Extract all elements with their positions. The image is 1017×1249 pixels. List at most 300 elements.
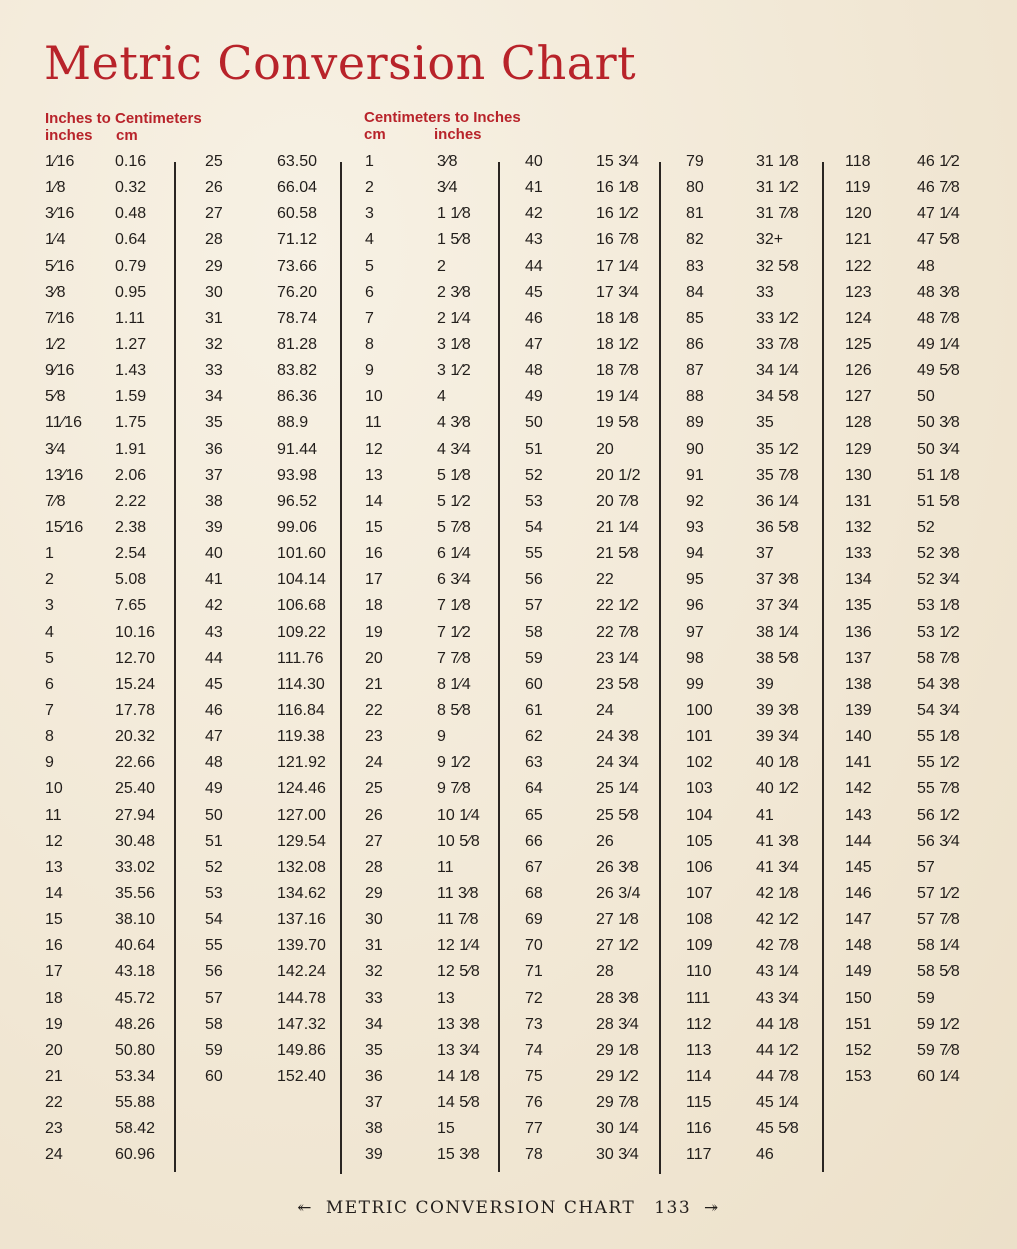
row-from-value: 36 <box>205 440 223 458</box>
row-to-value: 25 5⁄8 <box>596 806 639 824</box>
row-from-value: 35 <box>365 1041 383 1059</box>
row-from-value: 59 <box>205 1041 223 1059</box>
row-from-value: 118 <box>845 153 871 170</box>
row-from-value: 8 <box>45 728 54 746</box>
row-to-value: 56 3⁄4 <box>917 832 960 850</box>
row-from-value: 15 <box>45 911 63 929</box>
row-from-value: 151 <box>845 1015 872 1033</box>
row-from-value: 44 <box>205 649 223 667</box>
row-from-value: 124 <box>845 309 872 327</box>
row-to-value: 26 <box>596 832 614 850</box>
row-to-value: 8 5⁄8 <box>437 701 471 719</box>
row-to-value: 4 <box>437 388 446 406</box>
row-from-value: 32 <box>205 335 223 353</box>
row-to-value: 36 5⁄8 <box>756 518 799 536</box>
row-from-value: 14 <box>365 492 383 510</box>
row-to-value: 27 1⁄2 <box>596 937 639 955</box>
row-from-value: 75 <box>525 1067 543 1085</box>
row-to-value: 58 7⁄8 <box>917 649 960 667</box>
row-to-value: 106.68 <box>277 597 326 615</box>
row-from-value: 80 <box>686 179 704 197</box>
row-to-value: 45 1⁄4 <box>756 1094 799 1112</box>
row-to-value: 1 1⁄8 <box>437 205 471 223</box>
row-from-value: 64 <box>525 780 543 798</box>
row-from-value: 14 <box>45 884 63 902</box>
column-divider <box>822 162 824 1172</box>
row-to-value: 43 3⁄4 <box>756 989 799 1007</box>
row-from-value: 16 <box>45 937 63 955</box>
row-from-value: 153 <box>845 1067 872 1085</box>
row-to-value: 116.84 <box>277 701 325 719</box>
row-from-value: 17 <box>45 963 63 981</box>
row-from-value: 79 <box>686 153 704 170</box>
row-from-value: 138 <box>845 675 872 693</box>
row-to-value: 22 1⁄2 <box>596 597 639 615</box>
row-from-value: 7 <box>365 309 374 327</box>
row-to-value: 0.48 <box>115 205 147 223</box>
row-from-value: 136 <box>845 623 872 641</box>
row-from-value: 148 <box>845 937 872 955</box>
row-to-value: 10 1⁄4 <box>437 806 480 824</box>
row-from-value: 17 <box>365 571 383 589</box>
row-to-value: 60 1⁄4 <box>917 1067 960 1085</box>
row-to-value: 57 1⁄2 <box>917 884 960 902</box>
row-to-value: 53 1⁄2 <box>917 623 960 641</box>
row-to-value: 76.20 <box>277 283 318 301</box>
row-to-value: 21 5⁄8 <box>596 545 639 563</box>
row-from-value: 146 <box>845 884 872 902</box>
row-to-value: 7 1⁄2 <box>437 623 471 641</box>
row-to-value: 54 3⁄8 <box>917 675 960 693</box>
row-from-value: 134 <box>845 571 872 589</box>
row-from-value: 44 <box>525 257 543 275</box>
row-from-value: 13 <box>45 858 63 876</box>
row-to-value: 52 3⁄8 <box>917 545 960 563</box>
row-from-value: 72 <box>525 989 543 1007</box>
row-to-value: 63.50 <box>277 153 318 170</box>
row-to-value: 14 1⁄8 <box>437 1067 480 1085</box>
row-from-value: 94 <box>686 545 704 563</box>
row-to-value: 81.28 <box>277 335 318 353</box>
row-from-value: 35 <box>205 414 223 432</box>
row-to-value: 7 1⁄8 <box>437 597 471 615</box>
row-from-value: 26 <box>205 179 223 197</box>
row-from-value: 31 <box>205 309 223 327</box>
row-from-value: 16 <box>365 545 383 563</box>
row-from-value: 139 <box>845 701 872 719</box>
row-from-value: 125 <box>845 335 872 353</box>
row-to-value: 48 3⁄8 <box>917 283 960 301</box>
row-to-value: 4 3⁄8 <box>437 414 471 432</box>
row-from-value: 96 <box>686 597 704 615</box>
row-to-value: 99.06 <box>277 518 318 536</box>
row-from-value: 70 <box>525 937 543 955</box>
row-to-value: 124.46 <box>277 780 326 798</box>
row-from-value: 40 <box>205 545 223 563</box>
row-from-value: 13⁄16 <box>45 466 84 484</box>
row-from-value: 115 <box>686 1094 712 1112</box>
inches-to-cm-title: Inches to Centimeters <box>45 110 202 127</box>
row-from-value: 150 <box>845 989 872 1007</box>
row-to-value: 50 <box>917 388 935 406</box>
row-from-value: 30 <box>205 283 223 301</box>
row-from-value: 141 <box>845 754 872 772</box>
row-from-value: 9 <box>365 362 374 380</box>
row-from-value: 127 <box>845 388 872 406</box>
row-to-value: 17 1⁄4 <box>596 257 639 275</box>
row-from-value: 45 <box>525 283 543 301</box>
row-from-value: 145 <box>845 858 872 876</box>
row-to-value: 132.08 <box>277 858 326 876</box>
row-to-value: 48.26 <box>115 1015 156 1033</box>
row-to-value: 2 <box>437 257 446 275</box>
footer-left-ornament: ↞ <box>297 1198 313 1218</box>
row-from-value: 135 <box>845 597 872 615</box>
row-from-value: 91 <box>686 466 704 484</box>
row-to-value: 41 3⁄8 <box>756 832 799 850</box>
row-to-value: 59 1⁄2 <box>917 1015 960 1033</box>
row-to-value: 7.65 <box>115 597 147 615</box>
row-to-value: 34 5⁄8 <box>756 388 799 406</box>
row-to-value: 39 3⁄8 <box>756 701 799 719</box>
row-from-value: 54 <box>205 911 223 929</box>
row-from-value: 58 <box>205 1015 223 1033</box>
row-from-value: 105 <box>686 832 713 850</box>
row-from-value: 38 <box>205 492 223 510</box>
row-to-value: 55 1⁄2 <box>917 754 960 772</box>
row-to-value: 5 1⁄8 <box>437 466 471 484</box>
row-from-value: 50 <box>205 806 223 824</box>
row-to-value: 18 7⁄8 <box>596 362 639 380</box>
row-to-value: 59 <box>917 989 935 1007</box>
row-from-value: 122 <box>845 257 872 275</box>
row-from-value: 7 <box>45 701 54 719</box>
row-to-value: 22 <box>596 571 614 589</box>
row-from-value: 21 <box>365 675 383 693</box>
row-from-value: 111 <box>686 989 711 1007</box>
row-from-value: 23 <box>365 728 383 746</box>
row-to-value: 144.78 <box>277 989 326 1007</box>
row-from-value: 2 <box>45 571 54 589</box>
inches-to-cm-header-inches: inches <box>45 127 93 144</box>
row-from-value: 99 <box>686 675 704 693</box>
row-to-value: 11 <box>437 858 454 876</box>
row-to-value: 2.06 <box>115 466 147 484</box>
row-from-value: 47 <box>525 335 543 353</box>
row-to-value: 25.40 <box>115 780 156 798</box>
row-from-value: 51 <box>525 440 543 458</box>
row-from-value: 101 <box>686 728 713 746</box>
row-from-value: 20 <box>365 649 383 667</box>
row-from-value: 137 <box>845 649 872 667</box>
row-to-value: 3 1⁄2 <box>437 362 471 380</box>
row-from-value: 7⁄8 <box>45 492 66 510</box>
row-to-value: 0.32 <box>115 179 147 197</box>
row-from-value: 15 <box>365 518 383 536</box>
row-from-value: 83 <box>686 257 704 275</box>
row-from-value: 8 <box>365 335 374 353</box>
row-to-value: 48 <box>917 257 935 275</box>
row-from-value: 1⁄8 <box>45 179 66 197</box>
row-from-value: 43 <box>205 623 223 641</box>
row-to-value: 46 7⁄8 <box>917 179 960 197</box>
row-to-value: 37 <box>756 545 774 563</box>
row-from-value: 39 <box>365 1146 383 1164</box>
row-to-value: 29 1⁄8 <box>596 1041 639 1059</box>
row-to-value: 58 5⁄8 <box>917 963 960 981</box>
row-from-value: 47 <box>205 728 223 746</box>
row-to-value: 45.72 <box>115 989 156 1007</box>
row-from-value: 102 <box>686 754 713 772</box>
row-from-value: 142 <box>845 780 872 798</box>
row-from-value: 57 <box>525 597 543 615</box>
row-from-value: 71 <box>525 963 543 981</box>
row-from-value: 50 <box>525 414 543 432</box>
row-from-value: 51 <box>205 832 223 850</box>
row-from-value: 114 <box>686 1067 712 1085</box>
row-from-value: 3 <box>365 205 374 223</box>
row-from-value: 25 <box>205 153 223 170</box>
row-from-value: 40 <box>525 153 543 170</box>
row-from-value: 28 <box>365 858 383 876</box>
row-to-value: 86.36 <box>277 388 318 406</box>
row-to-value: 6 1⁄4 <box>437 545 471 563</box>
row-from-value: 108 <box>686 911 713 929</box>
row-from-value: 74 <box>525 1041 543 1059</box>
row-from-value: 34 <box>365 1015 383 1033</box>
row-to-value: 17 3⁄4 <box>596 283 639 301</box>
row-to-value: 12.70 <box>115 649 156 667</box>
row-to-value: 25 1⁄4 <box>596 780 639 798</box>
row-to-value: 43.18 <box>115 963 156 981</box>
row-from-value: 144 <box>845 832 872 850</box>
row-from-value: 88 <box>686 388 704 406</box>
row-from-value: 62 <box>525 728 543 746</box>
row-from-value: 86 <box>686 335 704 353</box>
row-from-value: 1⁄16 <box>45 153 75 170</box>
row-to-value: 59 7⁄8 <box>917 1041 960 1059</box>
inches-to-cm-header-cm: cm <box>116 127 138 144</box>
row-to-value: 3⁄8 <box>437 153 458 170</box>
row-from-value: 24 <box>45 1146 63 1164</box>
row-from-value: 132 <box>845 518 872 536</box>
row-to-value: 0.64 <box>115 231 147 249</box>
row-to-value: 41 3⁄4 <box>756 858 799 876</box>
row-to-value: 23 5⁄8 <box>596 675 639 693</box>
row-to-value: 149.86 <box>277 1041 326 1059</box>
row-from-value: 77 <box>525 1120 543 1138</box>
row-to-value: 44 1⁄2 <box>756 1041 799 1059</box>
row-to-value: 58 1⁄4 <box>917 937 960 955</box>
row-from-value: 56 <box>205 963 223 981</box>
row-from-value: 27 <box>205 205 223 223</box>
row-to-value: 88.9 <box>277 414 309 432</box>
row-to-value: 111.76 <box>277 649 324 667</box>
row-from-value: 29 <box>205 257 223 275</box>
row-to-value: 33.02 <box>115 858 156 876</box>
row-from-value: 34 <box>205 388 223 406</box>
row-to-value: 38.10 <box>115 911 156 929</box>
row-to-value: 1.91 <box>115 440 147 458</box>
row-to-value: 20.32 <box>115 728 156 746</box>
row-to-value: 49 1⁄4 <box>917 335 960 353</box>
row-from-value: 53 <box>525 492 543 510</box>
row-from-value: 13 <box>365 466 383 484</box>
row-to-value: 19 1⁄4 <box>596 388 639 406</box>
row-to-value: 10 5⁄8 <box>437 832 480 850</box>
row-to-value: 30 1⁄4 <box>596 1120 639 1138</box>
row-from-value: 18 <box>365 597 383 615</box>
row-to-value: 15 <box>437 1120 455 1138</box>
row-to-value: 30 3⁄4 <box>596 1146 639 1164</box>
row-from-value: 38 <box>365 1120 383 1138</box>
row-from-value: 4 <box>45 623 54 641</box>
row-to-value: 56 1⁄2 <box>917 806 960 824</box>
row-to-value: 71.12 <box>277 231 318 249</box>
row-to-value: 142.24 <box>277 963 326 981</box>
row-to-value: 46 <box>756 1146 774 1164</box>
row-to-value: 28 3⁄4 <box>596 1015 639 1033</box>
row-to-value: 5 1⁄2 <box>437 492 471 510</box>
row-from-value: 26 <box>365 806 383 824</box>
row-from-value: 110 <box>686 963 712 981</box>
row-to-value: 50.80 <box>115 1041 156 1059</box>
row-from-value: 48 <box>205 754 223 772</box>
column-divider <box>498 162 500 1172</box>
row-to-value: 12 1⁄4 <box>437 937 480 955</box>
row-from-value: 117 <box>686 1146 712 1164</box>
row-to-value: 35 7⁄8 <box>756 466 799 484</box>
row-from-value: 66 <box>525 832 543 850</box>
row-to-value: 50 3⁄4 <box>917 440 960 458</box>
row-from-value: 22 <box>365 701 383 719</box>
row-from-value: 45 <box>205 675 223 693</box>
row-from-value: 121 <box>845 231 872 249</box>
row-from-value: 41 <box>525 179 543 197</box>
row-from-value: 31 <box>365 937 383 955</box>
row-from-value: 140 <box>845 728 872 746</box>
row-to-value: 8 1⁄4 <box>437 675 471 693</box>
row-from-value: 133 <box>845 545 872 563</box>
row-to-value: 24 3⁄4 <box>596 754 639 772</box>
row-to-value: 1.75 <box>115 414 147 432</box>
row-to-value: 6 3⁄4 <box>437 571 471 589</box>
row-from-value: 39 <box>205 518 223 536</box>
row-from-value: 100 <box>686 701 713 719</box>
row-from-value: 73 <box>525 1015 543 1033</box>
row-from-value: 92 <box>686 492 704 510</box>
row-to-value: 50 3⁄8 <box>917 414 960 432</box>
row-from-value: 28 <box>205 231 223 249</box>
row-to-value: 55 1⁄8 <box>917 728 960 746</box>
row-to-value: 39 3⁄4 <box>756 728 799 746</box>
row-to-value: 57 <box>917 858 935 876</box>
row-to-value: 101.60 <box>277 545 326 563</box>
row-to-value: 23 1⁄4 <box>596 649 639 667</box>
row-to-value: 4 3⁄4 <box>437 440 471 458</box>
row-to-value: 1 5⁄8 <box>437 231 471 249</box>
row-from-value: 106 <box>686 858 713 876</box>
row-to-value: 39 <box>756 675 774 693</box>
row-to-value: 15 3⁄4 <box>596 153 639 170</box>
row-to-value: 45 5⁄8 <box>756 1120 799 1138</box>
row-to-value: 38 1⁄4 <box>756 623 799 641</box>
row-from-value: 143 <box>845 806 872 824</box>
row-from-value: 130 <box>845 466 872 484</box>
row-to-value: 9 <box>437 728 446 746</box>
row-from-value: 12 <box>365 440 383 458</box>
row-from-value: 10 <box>45 780 63 798</box>
row-to-value: 31 1⁄2 <box>756 179 799 197</box>
row-from-value: 48 <box>525 362 543 380</box>
row-from-value: 46 <box>205 701 223 719</box>
row-from-value: 87 <box>686 362 704 380</box>
row-from-value: 76 <box>525 1094 543 1112</box>
row-to-value: 34 1⁄4 <box>756 362 799 380</box>
row-to-value: 55.88 <box>115 1094 156 1112</box>
page-title: Metric Conversion Chart <box>44 36 637 90</box>
row-to-value: 43 1⁄4 <box>756 963 799 981</box>
row-from-value: 9⁄16 <box>45 362 75 380</box>
row-from-value: 42 <box>525 205 543 223</box>
row-from-value: 6 <box>365 283 374 301</box>
footer-right-ornament: ↠ <box>704 1198 720 1218</box>
row-from-value: 24 <box>365 754 383 772</box>
row-from-value: 81 <box>686 205 704 223</box>
row-from-value: 95 <box>686 571 704 589</box>
row-from-value: 1⁄4 <box>45 231 66 249</box>
row-to-value: 3 1⁄8 <box>437 335 471 353</box>
row-from-value: 3⁄16 <box>45 205 75 223</box>
row-from-value: 4 <box>365 231 374 249</box>
row-from-value: 1 <box>45 545 54 563</box>
row-from-value: 33 <box>365 989 383 1007</box>
row-to-value: 17.78 <box>115 701 156 719</box>
row-from-value: 55 <box>205 937 223 955</box>
row-to-value: 83.82 <box>277 362 318 380</box>
row-to-value: 10.16 <box>115 623 156 641</box>
row-to-value: 137.16 <box>277 911 326 929</box>
row-to-value: 22 7⁄8 <box>596 623 639 641</box>
row-to-value: 58.42 <box>115 1120 156 1138</box>
row-to-value: 47 5⁄8 <box>917 231 960 249</box>
row-to-value: 57 7⁄8 <box>917 911 960 929</box>
row-to-value: 22.66 <box>115 754 156 772</box>
row-from-value: 112 <box>686 1015 712 1033</box>
row-from-value: 113 <box>686 1041 712 1059</box>
row-from-value: 84 <box>686 283 704 301</box>
row-from-value: 22 <box>45 1094 63 1112</box>
row-to-value: 96.52 <box>277 492 318 510</box>
row-to-value: 28 3⁄8 <box>596 989 639 1007</box>
row-from-value: 89 <box>686 414 704 432</box>
row-to-value: 44 1⁄8 <box>756 1015 799 1033</box>
row-to-value: 28 <box>596 963 614 981</box>
row-to-value: 60.58 <box>277 205 318 223</box>
row-to-value: 24 3⁄8 <box>596 728 639 746</box>
row-to-value: 13 3⁄4 <box>437 1041 480 1059</box>
row-from-value: 30 <box>365 911 383 929</box>
row-to-value: 26 3⁄8 <box>596 858 639 876</box>
row-to-value: 31 1⁄8 <box>756 153 799 170</box>
row-to-value: 1.43 <box>115 362 147 380</box>
row-from-value: 3 <box>45 597 54 615</box>
row-from-value: 9 <box>45 754 54 772</box>
row-from-value: 97 <box>686 623 704 641</box>
row-to-value: 32 5⁄8 <box>756 257 799 275</box>
row-to-value: 42 7⁄8 <box>756 937 799 955</box>
row-to-value: 60.96 <box>115 1146 156 1164</box>
